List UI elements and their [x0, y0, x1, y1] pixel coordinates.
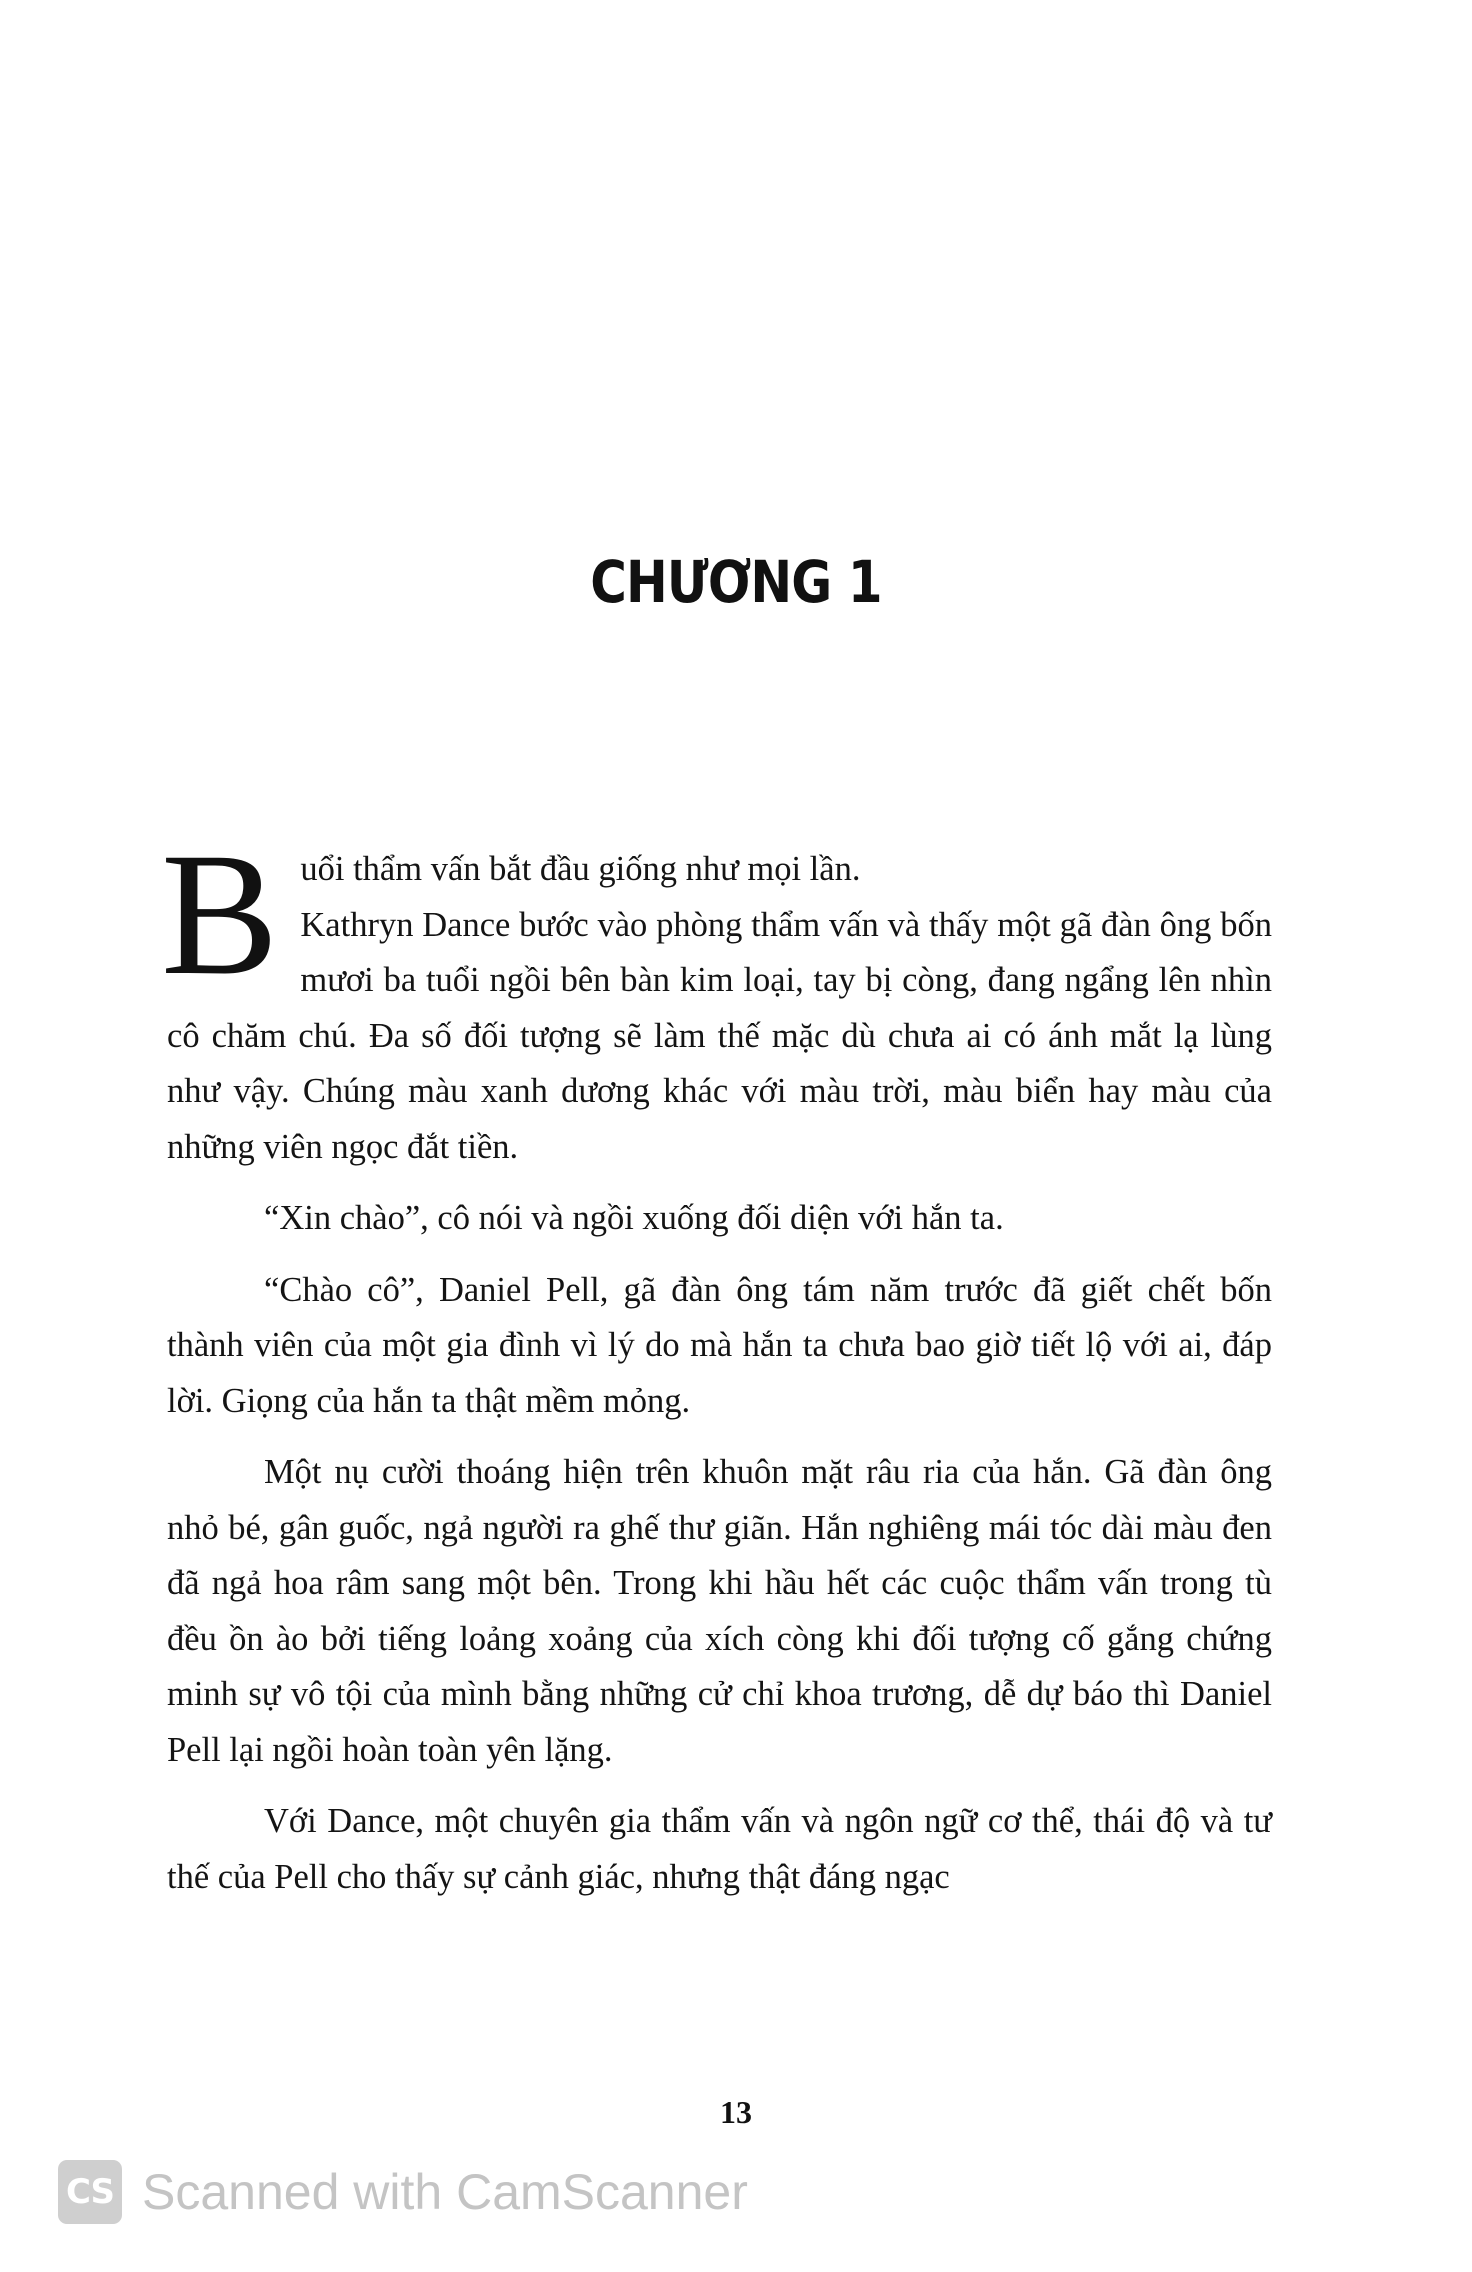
watermark-text: Scanned with CamScanner	[142, 2164, 748, 2220]
paragraph-3: “Chào cô”, Daniel Pell, gã đàn ông tám năm trước đã giết chết bốn thành viên của một gia đình vì lý do mà hắn ta chưa bao giờ tiết lộ với ai, đáp lời. Giọng của hắn ta thật mềm mỏng.	[167, 1270, 1272, 1420]
drop-cap: B	[161, 817, 279, 1012]
camscanner-logo-icon: CS	[58, 2160, 122, 2224]
opening-line: uổi thẩm vấn bắt đầu giống như mọi lần.	[300, 850, 861, 888]
paragraph-4: Một nụ cười thoáng hiện trên khuôn mặt râu ria của hắn. Gã đàn ông nhỏ bé, gân guốc, ngả người ra ghế thư giãn. Hắn nghiêng mái tóc dài màu đen đã ngả hoa râm sang một bên. Trong khi hầu hết các cuộc thẩm vấn trong tù đều ồn ào bởi tiếng loảng xoảng của xích còng khi đối tượng cố gắng chứng minh sự vô tội của mình bằng những cử chỉ khoa trương, dễ dự báo thì Daniel Pell lại ngồi hoàn toàn yên lặng.	[167, 1453, 1272, 1769]
camscanner-watermark	[58, 2154, 748, 2230]
paragraph-5: Với Dance, một chuyên gia thẩm vấn và ngôn ngữ cơ thể, thái độ và tư thế của Pell cho thấy sự cảnh giác, nhưng thật đáng ngạc	[167, 1802, 1272, 1896]
paragraph-1: Kathryn Dance bước vào phòng thẩm vấn và thấy một gã đàn ông bốn mươi ba tuổi ngồi bên bàn kim loại, tay bị còng, đang ngẩng lên nhìn cô chăm chú. Đa số đối tượng sẽ làm thế mặc dù chưa ai có ánh mắt lạ lùng như vậy. Chúng màu xanh dương khác với màu trời, màu biển hay màu của những viên ngọc đắt tiền.	[167, 905, 1272, 1166]
chapter-body	[161, 817, 1272, 1921]
opening-paragraph	[161, 817, 1272, 1012]
chapter-title: CHƯƠNG 1	[590, 548, 882, 616]
page-number: 13	[720, 2094, 752, 2130]
paragraph-2: “Xin chào”, cô nói và ngồi xuống đối diện với hắn ta.	[264, 1199, 1004, 1237]
